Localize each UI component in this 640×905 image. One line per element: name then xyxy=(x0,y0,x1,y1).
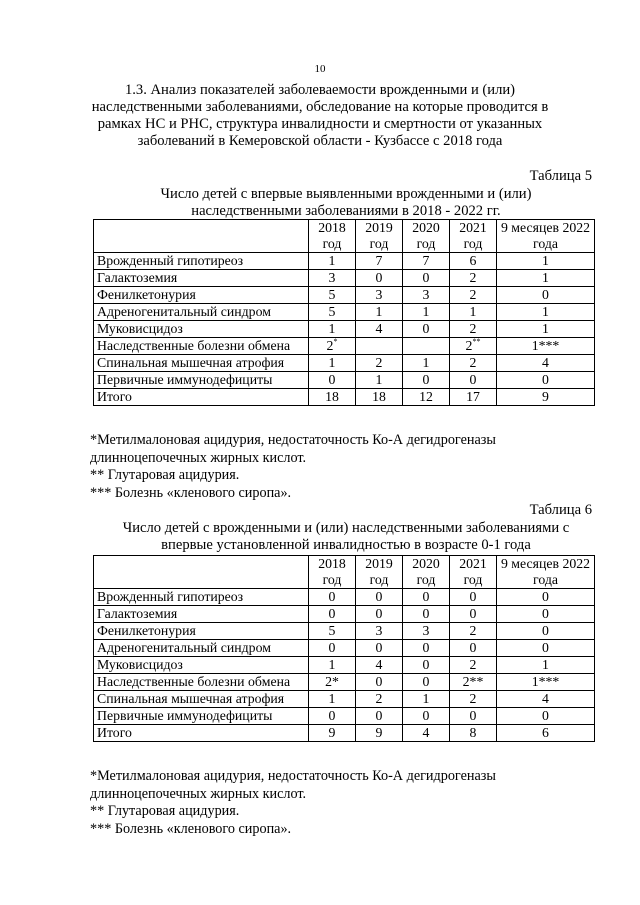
cell-value: 0 xyxy=(542,623,549,638)
column-header: 2021 год xyxy=(450,556,497,589)
cell-value: 1 xyxy=(542,253,549,268)
table-cell xyxy=(450,708,497,725)
cell-value: 1 xyxy=(328,355,336,370)
cell-value: 0 xyxy=(328,606,336,621)
column-header: 2019 год xyxy=(356,556,403,589)
row-label: Врожденный гипотиреоз xyxy=(94,253,309,270)
cell-value: 0 xyxy=(422,657,430,672)
row-label: Наследственные болезни обмена xyxy=(94,674,309,691)
cell-value: 0 xyxy=(422,270,430,285)
cell-value: 1 xyxy=(542,657,549,672)
cell-value: 2 xyxy=(375,355,383,370)
table-cell xyxy=(356,389,403,406)
cell-value: 0 xyxy=(328,589,336,604)
cell-value: 0 xyxy=(542,589,549,604)
column-header: 2018 год xyxy=(309,556,356,589)
table-cell xyxy=(497,287,595,304)
table-cell xyxy=(403,253,450,270)
table-row xyxy=(94,287,595,304)
table-cell xyxy=(450,674,497,691)
footnote-line: *Метилмалоновая ацидурия, недостаточность Ко-А дегидрогеназы xyxy=(90,768,496,784)
table-cell xyxy=(309,606,356,623)
row-label: Спинальная мышечная атрофия xyxy=(94,691,309,708)
table-cell xyxy=(309,372,356,389)
cell-value: 0 xyxy=(542,708,549,723)
table-cell xyxy=(497,691,595,708)
table-cell xyxy=(403,623,450,640)
table-row xyxy=(94,691,595,708)
cell-value: 1 xyxy=(542,304,549,319)
table-cell xyxy=(356,708,403,725)
cell-value: 3 xyxy=(422,623,430,638)
table-cell xyxy=(450,389,497,406)
cell-value: 0 xyxy=(375,708,383,723)
cell-value: 12 xyxy=(419,389,433,404)
cell-value: 1 xyxy=(375,304,383,319)
cell-value: 1 xyxy=(422,355,430,370)
table-cell xyxy=(497,708,595,725)
cell-value: 2 xyxy=(469,287,477,302)
table-cell xyxy=(450,640,497,657)
table-row xyxy=(94,640,595,657)
cell-value: 0 xyxy=(469,372,477,387)
table-cell xyxy=(450,657,497,674)
table-cell xyxy=(356,372,403,389)
table-cell xyxy=(356,338,403,355)
table-cell xyxy=(497,372,595,389)
cell-value: 0 xyxy=(375,640,383,655)
table-cell xyxy=(450,304,497,321)
table-cell xyxy=(403,372,450,389)
cell-value: 0 xyxy=(422,674,430,689)
table-cell xyxy=(497,338,595,355)
table6-notes xyxy=(90,768,610,838)
table-header-row xyxy=(94,220,595,253)
cell-value: 0 xyxy=(422,589,430,604)
row-label: Итого xyxy=(94,725,309,742)
cell-value: 1 xyxy=(422,304,430,319)
section-heading: 1.3. Анализ показателей заболеваемости врожденными и (или) наследственными заболеваниями, обследование на которые проводится в рамках НС и РНС, структура инвалидности и смертности от указанных заболеваний в Кемеровской области - Кузбассе с 2018 года xyxy=(91,82,549,149)
table-cell xyxy=(356,691,403,708)
cell-value: 1 xyxy=(469,304,477,319)
table-cell xyxy=(309,338,356,355)
cell-value: 0 xyxy=(542,372,549,387)
cell-value: 5 xyxy=(328,287,336,302)
cell-value: 2 xyxy=(375,691,383,706)
table-header-row xyxy=(94,556,595,589)
table-cell xyxy=(309,287,356,304)
cell-value: 3 xyxy=(328,270,336,285)
table-cell xyxy=(450,725,497,742)
column-header-empty xyxy=(94,556,309,589)
cell-value: 1 xyxy=(422,691,430,706)
cell-value: 2 xyxy=(326,338,334,353)
table-cell xyxy=(356,623,403,640)
cell-value: 0 xyxy=(375,674,383,689)
cell-value: 5 xyxy=(328,304,336,319)
table-cell xyxy=(309,253,356,270)
table-cell xyxy=(450,691,497,708)
footnote-line: ** Глутаровая ацидурия. xyxy=(90,467,240,483)
table6 xyxy=(93,555,595,742)
table-cell xyxy=(450,270,497,287)
table-cell xyxy=(356,657,403,674)
table-row xyxy=(94,389,595,406)
table5-label: Таблица 5 xyxy=(529,168,592,184)
page-number: 10 xyxy=(314,63,326,75)
column-header-empty xyxy=(94,220,309,253)
cell-value: 7 xyxy=(422,253,430,268)
cell-value: 3 xyxy=(422,287,430,302)
table-cell xyxy=(309,389,356,406)
cell-value: 0 xyxy=(328,708,336,723)
table-cell xyxy=(450,338,497,355)
table-cell xyxy=(309,321,356,338)
cell-value: 2* xyxy=(325,674,339,689)
cell-value: 3 xyxy=(375,623,383,638)
table-cell xyxy=(356,321,403,338)
cell-value: 0 xyxy=(542,640,549,655)
table-cell xyxy=(356,589,403,606)
table-cell xyxy=(356,253,403,270)
table-cell xyxy=(497,304,595,321)
column-header: 9 месяцев 2022 года xyxy=(497,220,595,253)
row-label: Итого xyxy=(94,389,309,406)
row-label: Муковисцидоз xyxy=(94,321,309,338)
table-cell xyxy=(356,287,403,304)
row-label: Фенилкетонурия xyxy=(94,623,309,640)
column-header: 9 месяцев 2022 года xyxy=(497,556,595,589)
cell-value: 2 xyxy=(469,691,477,706)
footnote-marker: * xyxy=(333,337,338,346)
column-header: 2020 год xyxy=(403,220,450,253)
footnote-line: ** Глутаровая ацидурия. xyxy=(90,803,240,819)
table-cell xyxy=(403,389,450,406)
cell-value: 0 xyxy=(542,606,549,621)
cell-value: 4 xyxy=(542,691,549,706)
footnote-marker: ** xyxy=(472,337,481,346)
table5-title: Число детей с впервые выявленными врожденными и (или) наследственными заболеваниями в 2018 - 2022 гг. xyxy=(160,186,532,219)
column-header: 2021 год xyxy=(450,220,497,253)
table-cell xyxy=(356,355,403,372)
table-cell xyxy=(309,623,356,640)
table-cell xyxy=(356,270,403,287)
cell-value: 1 xyxy=(542,270,549,285)
table-cell xyxy=(403,287,450,304)
table-cell xyxy=(403,304,450,321)
cell-value: 1 xyxy=(328,657,336,672)
table-cell xyxy=(309,355,356,372)
table-row xyxy=(94,304,595,321)
table-cell xyxy=(403,338,450,355)
cell-value: 3 xyxy=(375,287,383,302)
row-label: Первичные иммунодефициты xyxy=(94,372,309,389)
table-cell xyxy=(309,708,356,725)
table-cell xyxy=(309,640,356,657)
cell-value: 2 xyxy=(465,338,473,353)
table-cell xyxy=(497,606,595,623)
footnote-line: *** Болезнь «кленового сиропа». xyxy=(90,820,292,837)
cell-value: 2 xyxy=(469,270,477,285)
cell-value: 1 xyxy=(542,321,549,336)
table-row xyxy=(94,338,595,355)
cell-value: 2 xyxy=(469,657,477,672)
table-cell xyxy=(497,389,595,406)
table-cell xyxy=(309,674,356,691)
table-row xyxy=(94,708,595,725)
table-cell xyxy=(450,355,497,372)
cell-value: 0 xyxy=(422,640,430,655)
table-cell xyxy=(309,691,356,708)
cell-value: 18 xyxy=(372,389,386,404)
table-cell xyxy=(356,606,403,623)
cell-value: 6 xyxy=(542,725,549,740)
row-label: Галактоземия xyxy=(94,606,309,623)
table-cell xyxy=(403,355,450,372)
table-cell xyxy=(403,725,450,742)
cell-value: 2 xyxy=(469,355,477,370)
cell-value: 8 xyxy=(469,725,477,740)
cell-value: 4 xyxy=(542,355,549,370)
table-row xyxy=(94,606,595,623)
row-label: Спинальная мышечная атрофия xyxy=(94,355,309,372)
table-cell xyxy=(309,589,356,606)
table-row xyxy=(94,725,595,742)
table-cell xyxy=(309,304,356,321)
table-cell xyxy=(450,589,497,606)
table-cell xyxy=(403,270,450,287)
cell-value: 0 xyxy=(328,640,336,655)
table-cell xyxy=(403,606,450,623)
table6-title: Число детей с врожденными и (или) наследственными заболеваниями с впервые установленной инвалидностью в возрасте 0-1 года xyxy=(122,520,570,553)
table-row xyxy=(94,321,595,338)
table-cell xyxy=(356,674,403,691)
table-cell xyxy=(403,674,450,691)
cell-value: 0 xyxy=(542,287,549,302)
table-cell xyxy=(450,287,497,304)
cell-value: 9 xyxy=(328,725,336,740)
cell-value: 1*** xyxy=(531,338,560,353)
row-label: Первичные иммунодефициты xyxy=(94,708,309,725)
cell-value: 0 xyxy=(469,606,477,621)
cell-value: 9 xyxy=(375,725,383,740)
column-header: 2020 год xyxy=(403,556,450,589)
table-cell xyxy=(450,623,497,640)
column-header: 2019 год xyxy=(356,220,403,253)
cell-value: 0 xyxy=(375,589,383,604)
cell-value: 0 xyxy=(422,606,430,621)
table-cell xyxy=(497,270,595,287)
table-cell xyxy=(497,321,595,338)
table-cell xyxy=(497,674,595,691)
cell-value: 0 xyxy=(375,270,383,285)
cell-value: 1 xyxy=(375,372,383,387)
table-row xyxy=(94,355,595,372)
cell-value: 0 xyxy=(469,589,477,604)
table-cell xyxy=(497,623,595,640)
cell-value: 2 xyxy=(469,623,477,638)
cell-value: 0 xyxy=(422,321,430,336)
table-cell xyxy=(356,304,403,321)
row-label: Наследственные болезни обмена xyxy=(94,338,309,355)
row-label: Галактоземия xyxy=(94,270,309,287)
table-cell xyxy=(450,253,497,270)
cell-value: 2 xyxy=(469,321,477,336)
cell-value: 5 xyxy=(328,623,336,638)
footnote-line: *** Болезнь «кленового сиропа». xyxy=(90,484,292,501)
cell-value: 4 xyxy=(422,725,430,740)
cell-value: 0 xyxy=(469,640,477,655)
table-cell xyxy=(403,589,450,606)
cell-value: 1 xyxy=(328,691,336,706)
table5-notes xyxy=(90,432,610,502)
table-cell xyxy=(497,355,595,372)
table-cell xyxy=(309,657,356,674)
table-cell xyxy=(450,606,497,623)
table-row xyxy=(94,589,595,606)
table-cell xyxy=(450,372,497,389)
cell-value: 0 xyxy=(375,606,383,621)
table-cell xyxy=(497,253,595,270)
cell-value: 17 xyxy=(466,389,480,404)
row-label: Врожденный гипотиреоз xyxy=(94,589,309,606)
cell-value: 9 xyxy=(542,389,549,404)
footnote-line: длинноцепочечных жирных кислот. xyxy=(90,785,307,802)
table-row xyxy=(94,253,595,270)
row-label: Муковисцидоз xyxy=(94,657,309,674)
table-cell xyxy=(356,640,403,657)
cell-value: 0 xyxy=(469,708,477,723)
cell-value: 1 xyxy=(328,253,336,268)
footnote-line: длинноцепочечных жирных кислот. xyxy=(90,449,307,466)
table-cell xyxy=(497,640,595,657)
table-cell xyxy=(403,640,450,657)
cell-value: 7 xyxy=(375,253,383,268)
table-cell xyxy=(403,691,450,708)
table-row xyxy=(94,674,595,691)
cell-value: 18 xyxy=(325,389,339,404)
table5 xyxy=(93,219,595,406)
table-cell xyxy=(403,708,450,725)
cell-value: 2** xyxy=(462,674,484,689)
table-row xyxy=(94,657,595,674)
column-header: 2018 год xyxy=(309,220,356,253)
cell-value: 1*** xyxy=(531,674,560,689)
row-label: Адреногенитальный синдром xyxy=(94,304,309,321)
footnote-line: *Метилмалоновая ацидурия, недостаточность Ко-А дегидрогеназы xyxy=(90,432,496,448)
table-cell xyxy=(497,725,595,742)
table-cell xyxy=(497,589,595,606)
row-label: Фенилкетонурия xyxy=(94,287,309,304)
table-cell xyxy=(309,725,356,742)
cell-value: 4 xyxy=(375,321,383,336)
table-cell xyxy=(403,321,450,338)
cell-value: 1 xyxy=(328,321,336,336)
row-label: Адреногенитальный синдром xyxy=(94,640,309,657)
table-row xyxy=(94,623,595,640)
cell-value: 6 xyxy=(469,253,477,268)
table-row xyxy=(94,372,595,389)
cell-value: 0 xyxy=(328,372,336,387)
cell-value: 0 xyxy=(422,372,430,387)
table-cell xyxy=(497,657,595,674)
cell-value: 4 xyxy=(375,657,383,672)
table-cell xyxy=(356,725,403,742)
cell-value: 0 xyxy=(422,708,430,723)
table-cell xyxy=(403,657,450,674)
table-cell xyxy=(309,270,356,287)
table-cell xyxy=(450,321,497,338)
table-row xyxy=(94,270,595,287)
table6-label: Таблица 6 xyxy=(529,502,592,518)
